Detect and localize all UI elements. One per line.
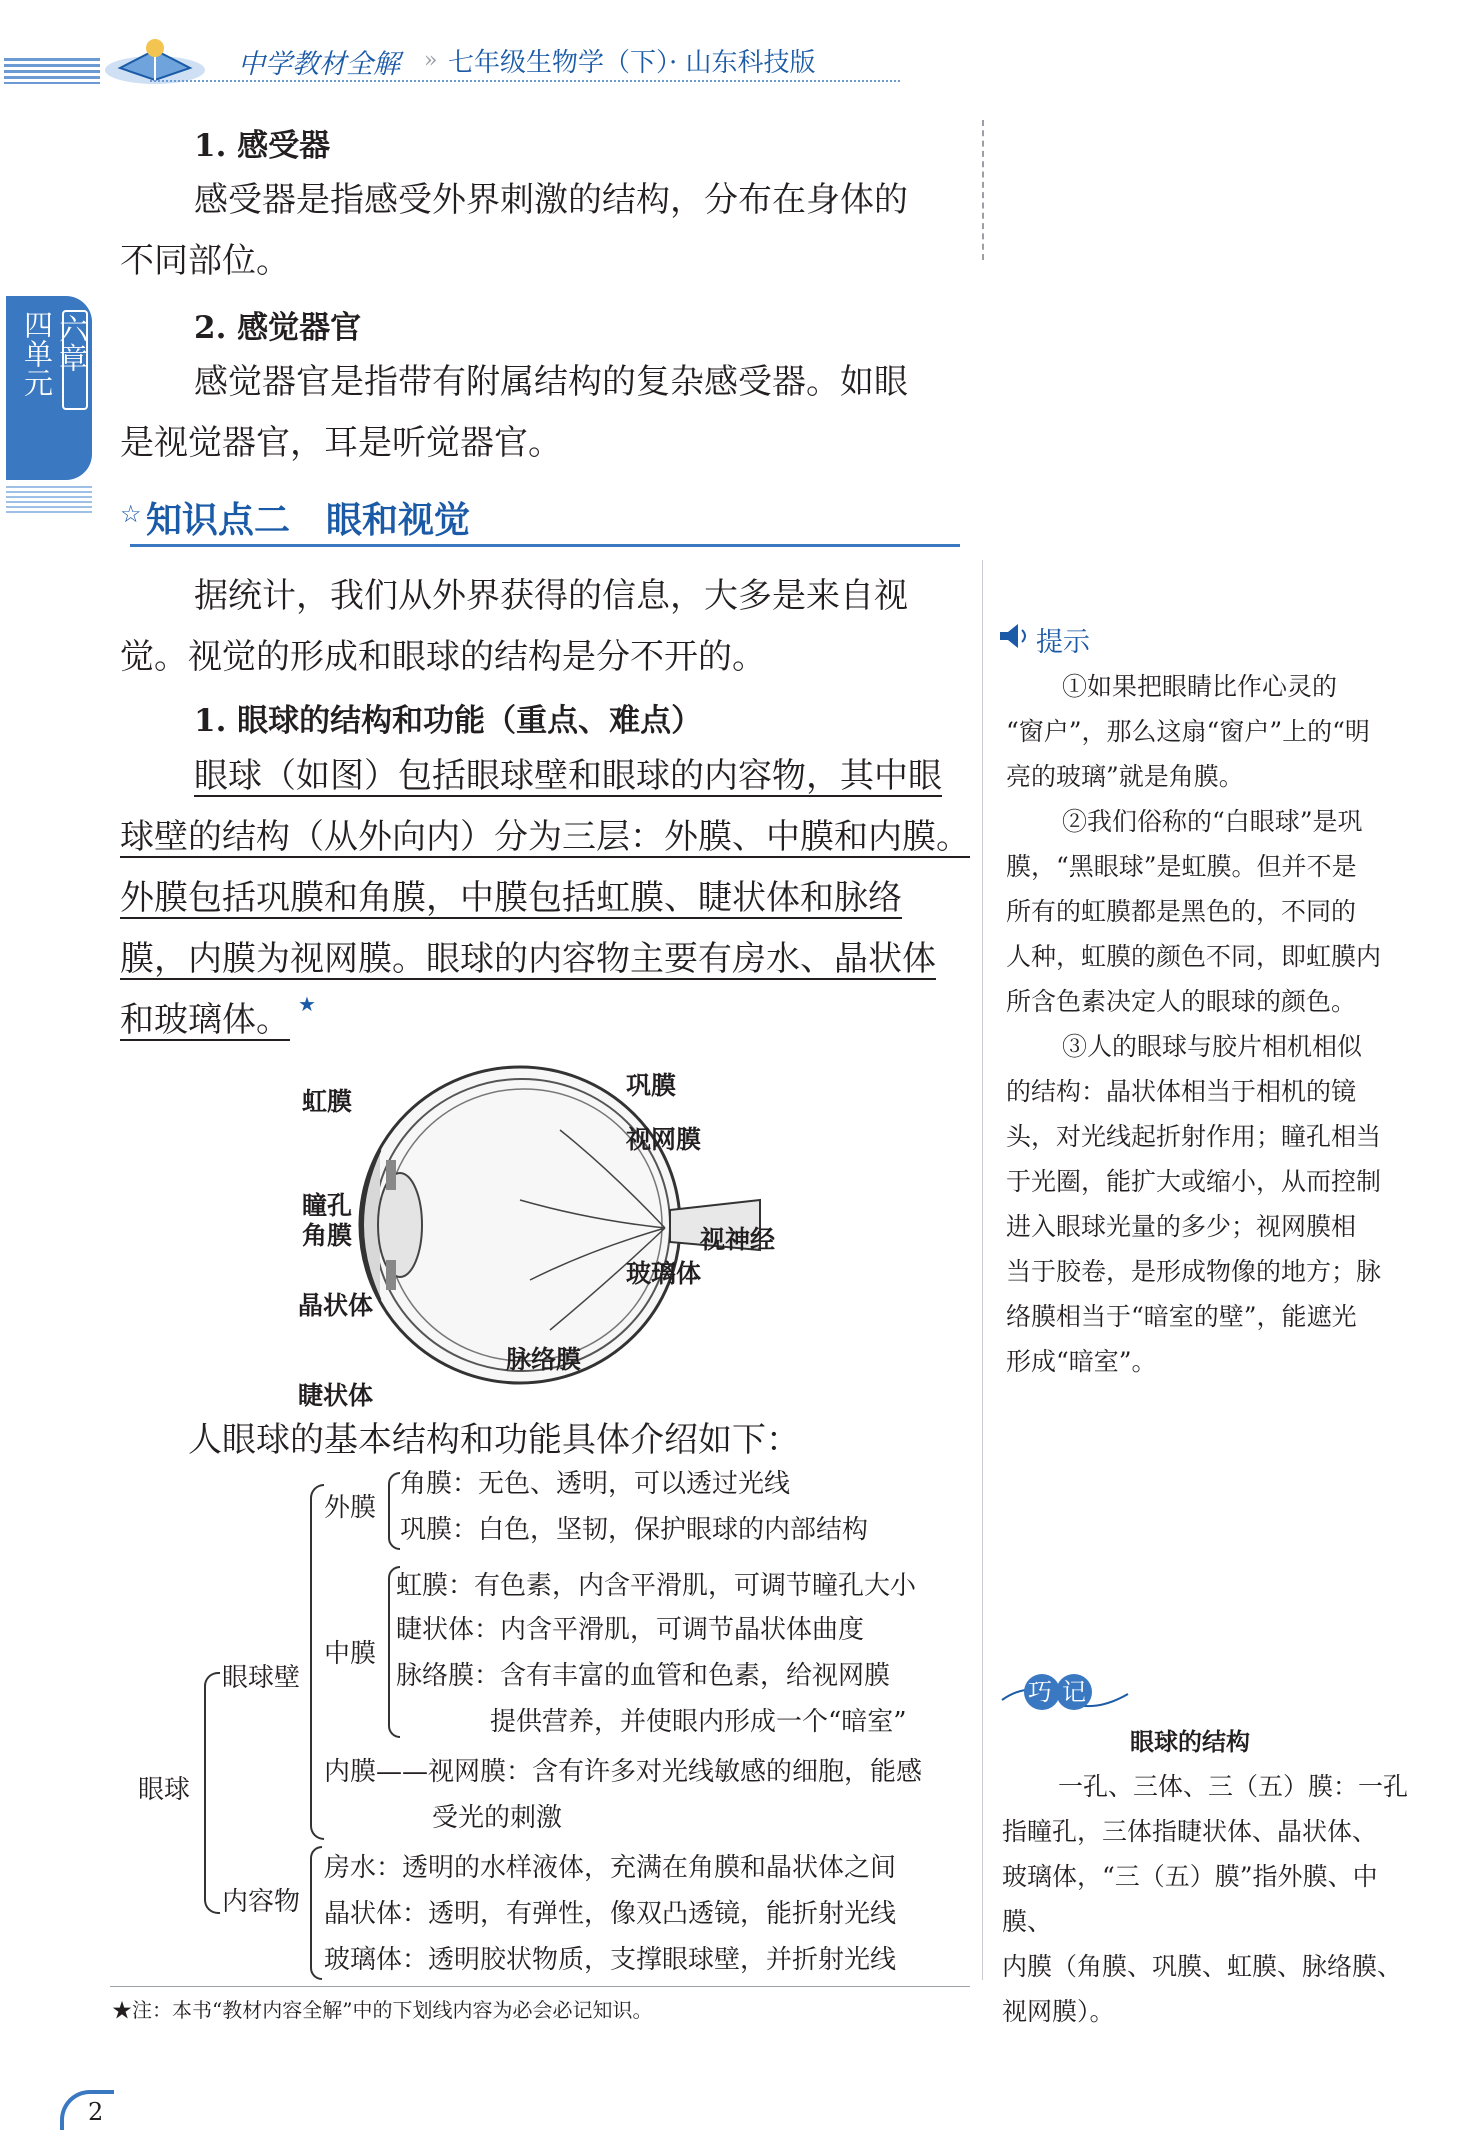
tip-line: ①如果把眼睛比作心灵的 <box>1062 672 1338 701</box>
label-pupil: 瞳孔 <box>302 1191 353 1220</box>
tree-eyeball-wall: 眼球壁 <box>222 1663 301 1693</box>
label-vitreous: 玻璃体 <box>626 1259 702 1288</box>
section-title-receptor: 1. 感受器 <box>194 128 331 164</box>
memo-body <box>1002 1764 1412 2034</box>
unit-label: 四单元 <box>20 310 54 397</box>
tip-line: 所含色素决定人的眼球的颜色。 <box>1006 987 1357 1016</box>
memo-badge-label: 巧记 <box>1028 1678 1096 1706</box>
memo-line: 一孔、三体、三（五）膜：一孔 <box>1058 1772 1409 1801</box>
tips-title: 提示 <box>1036 627 1090 658</box>
tip-line: 当于胶卷，是形成物像的地方；脉 <box>1006 1257 1382 1286</box>
label-retina: 视网膜 <box>626 1125 702 1154</box>
tip-line: 进入眼球光量的多少；视网膜相 <box>1006 1212 1357 1241</box>
star-icon: ☆ <box>120 500 142 528</box>
brace-outer <box>388 1472 400 1550</box>
header-chevron-icon: » <box>424 48 438 73</box>
label-choroid: 脉络膜 <box>506 1345 582 1374</box>
tree-choroid-b: 提供营养，并使眼内形成一个“暗室” <box>490 1707 907 1737</box>
footnote-divider <box>110 1986 970 1987</box>
header-left-stripes <box>4 58 100 84</box>
memo-line: 视网膜）。 <box>1002 1997 1115 2026</box>
tip-line: 形成“暗室”。 <box>1006 1347 1157 1376</box>
tree-lens: 晶状体：透明，有弹性，像双凸透镜，能折射光线 <box>324 1899 897 1929</box>
header-subject: 七年级生物学（下）· 山东科技版 <box>448 48 816 78</box>
tip-line: 所有的虹膜都是黑色的，不同的 <box>1006 897 1357 926</box>
key-text-line-2: 球壁的结构（从外向内）分为三层：外膜、中膜和内膜。 <box>120 817 970 857</box>
memo-line: 玻璃体，“三（五）膜”指外膜、中膜、 <box>1002 1862 1378 1936</box>
chapter-label: 六章 <box>55 314 89 372</box>
tree-cornea: 角膜：无色、透明，可以透过光线 <box>400 1469 791 1499</box>
tip-line: “窗户”，那么这扇“窗户”上的“明 <box>1006 717 1370 746</box>
tree-outer-layer: 外膜 <box>324 1493 377 1523</box>
brace-contents <box>310 1846 322 1980</box>
memo-line: 指瞳孔，三体指睫状体、晶状体、 <box>1002 1817 1378 1846</box>
brace-wall <box>310 1484 324 1840</box>
tree-choroid-a: 脉络膜：含有丰富的血管和色素，给视网膜 <box>396 1661 891 1691</box>
label-optic-nerve: 视神经 <box>700 1225 776 1254</box>
brace-root <box>204 1672 220 1914</box>
tip-line: 人种，虹膜的颜色不同，即虹膜内 <box>1006 942 1382 971</box>
tips-body <box>1006 664 1406 1384</box>
knowledge-point-title: 知识点二 眼和视觉 <box>146 500 471 541</box>
paragraph-receptor-b: 不同部位。 <box>120 241 290 281</box>
label-sclera: 巩膜 <box>626 1071 677 1100</box>
label-iris: 虹膜 <box>302 1087 353 1116</box>
paragraph-intro-a: 据统计，我们从外界获得的信息，大多是来自视 <box>194 576 908 616</box>
paragraph-receptor-a: 感受器是指感受外界刺激的结构，分布在身体的 <box>194 180 908 220</box>
label-cornea: 角膜 <box>302 1221 353 1250</box>
tip-line: 络膜相当于“暗室的壁”，能遮光 <box>1006 1302 1357 1331</box>
subsection-title-eye: 1. 眼球的结构和功能（重点、难点） <box>194 703 703 739</box>
paragraph-sense-organ-b: 是视觉器官，耳是听觉器官。 <box>120 423 562 463</box>
tree-middle-layer: 中膜 <box>324 1639 377 1669</box>
key-text-line-4: 膜，内膜为视网膜。眼球的内容物主要有房水、晶状体 <box>120 939 936 979</box>
key-text-line-5: 和玻璃体。 <box>120 1000 290 1040</box>
tree-intro: 人眼球的基本结构和功能具体介绍如下： <box>188 1420 800 1460</box>
footnote: ★注：本书“教材内容全解”中的下划线内容为必会必记知识。 <box>112 1998 653 2022</box>
tree-ciliary: 睫状体：内含平滑肌，可调节晶状体曲度 <box>396 1615 865 1645</box>
memo-title: 眼球的结构 <box>1130 1727 1250 1756</box>
page-number: 2 <box>88 2098 104 2126</box>
unit-chapter-tab <box>6 296 92 480</box>
tree-vitreous: 玻璃体：透明胶状物质，支撑眼球壁，并折射光线 <box>324 1945 897 1975</box>
page-corner-decoration <box>60 2090 114 2130</box>
tree-inner-layer-b: 受光的刺激 <box>432 1803 563 1833</box>
section-title-sense-organ: 2. 感觉器官 <box>194 310 362 346</box>
tip-line: 膜，“黑眼球”是虹膜。但并不是 <box>1006 852 1357 881</box>
tree-contents: 内容物 <box>222 1887 301 1917</box>
paragraph-intro-b: 觉。视觉的形成和眼球的结构是分不开的。 <box>120 637 766 677</box>
key-text-line-3: 外膜包括巩膜和角膜，中膜包括虹膜、睫状体和脉络 <box>120 878 902 918</box>
label-ciliary-body: 睫状体 <box>298 1381 374 1410</box>
column-divider <box>982 120 984 260</box>
key-text-line-1: 眼球（如图）包括眼球壁和眼球的内容物，其中眼 <box>194 756 942 796</box>
knowledge-point-heading <box>120 492 960 552</box>
header-book-title: 中学教材全解 <box>238 49 400 80</box>
tip-line: 亮的玻璃”就是角膜。 <box>1006 762 1244 791</box>
heading-underline <box>130 544 960 547</box>
tree-inner-layer: 内膜——视网膜：含有许多对光线敏感的细胞，能感 <box>324 1757 923 1787</box>
paragraph-sense-organ-a: 感觉器官是指带有附属结构的复杂感受器。如眼 <box>194 362 908 402</box>
speaker-icon <box>998 622 1030 650</box>
label-lens: 晶状体 <box>298 1291 374 1320</box>
tip-line: ③人的眼球与胶片相机相似 <box>1062 1032 1363 1061</box>
column-divider-lower <box>982 560 983 1980</box>
memo-line: 内膜（角膜、巩膜、虹膜、脉络膜、 <box>1002 1952 1403 1981</box>
tree-iris: 虹膜：有色素，内含平滑肌，可调节瞳孔大小 <box>396 1571 917 1601</box>
tree-sclera: 巩膜：白色，坚韧，保护眼球的内部结构 <box>400 1515 869 1545</box>
tree-aqueous: 房水：透明的水样液体，充满在角膜和晶状体之间 <box>324 1853 897 1883</box>
tip-line: 头，对光线起折射作用；瞳孔相当 <box>1006 1122 1382 1151</box>
tree-root-eyeball: 眼球 <box>138 1775 191 1805</box>
tip-line: ②我们俗称的“白眼球”是巩 <box>1062 807 1363 836</box>
tab-stripes <box>6 486 92 516</box>
key-star-mark: ★ <box>298 992 316 1016</box>
tip-line: 于光圈，能扩大或缩小，从而控制 <box>1006 1167 1382 1196</box>
tip-line: 的结构：晶状体相当于相机的镜 <box>1006 1077 1357 1106</box>
